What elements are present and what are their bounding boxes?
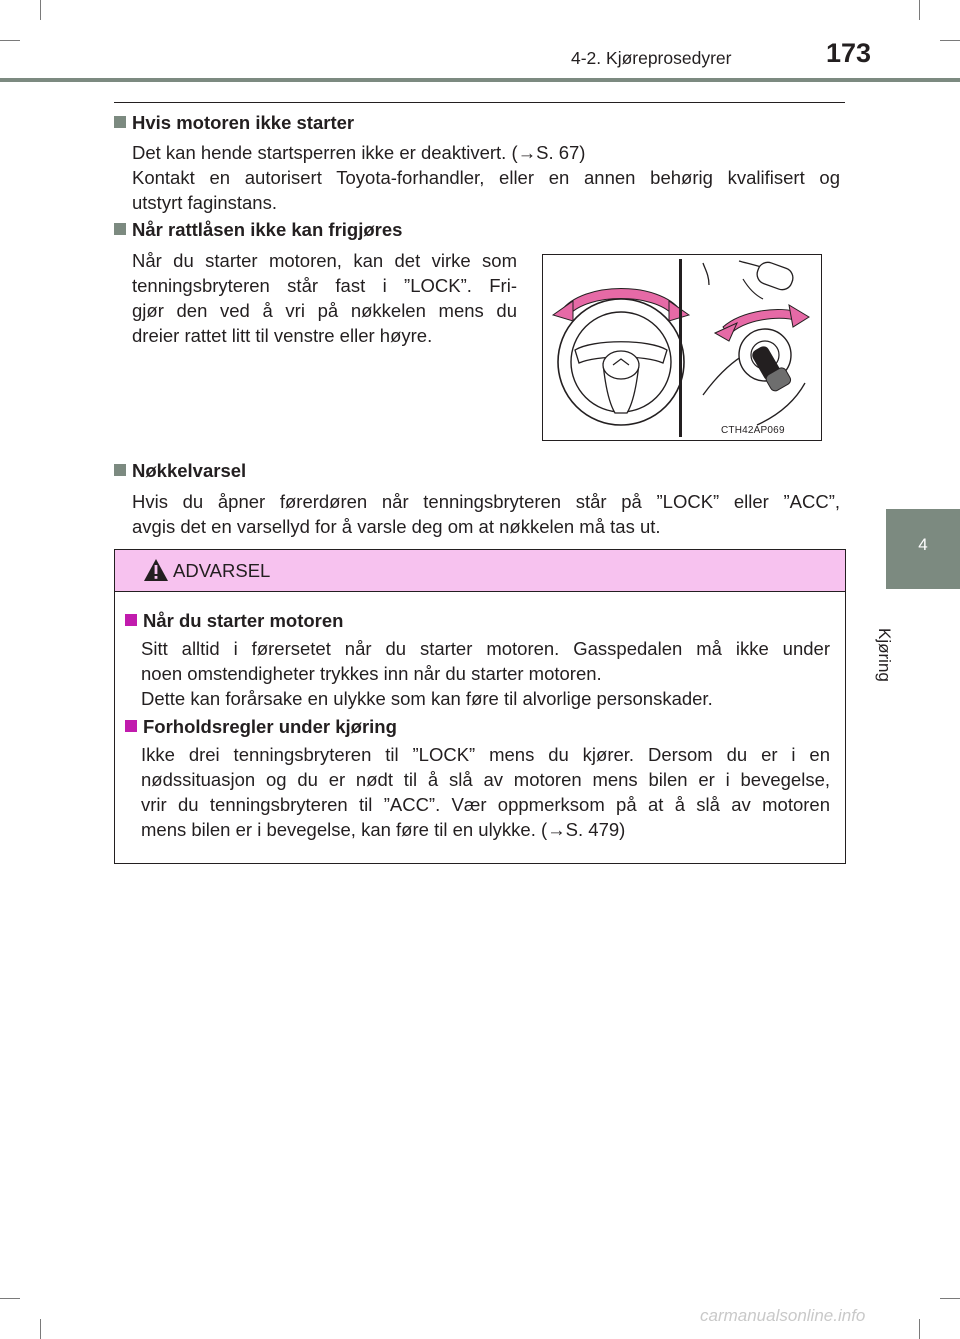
crop-mark [0,40,20,41]
warning-title: ADVARSEL [173,560,271,581]
warning-item-heading: Forholdsregler under kjøring [125,716,397,738]
section-title: 4-2. Kjøreprosedyrer [571,48,732,68]
crop-mark [40,0,41,20]
crop-mark [940,40,960,41]
chapter-label [875,608,940,682]
crop-mark [940,1298,960,1299]
section-heading: Nøkkelvarsel [114,460,246,482]
warning-header [115,550,845,592]
warning-item-text: Ikke drei tenningsbryteren til ”LOCK” mens du kjører. Dersom du er i en nødssituasjon og du er nødt til å slå av motoren mens bilen er i bevegelse, vrir du tenningsbryteren til ”ACC”. Vær oppmerksom på at å slå av motoren mens bilen er i bevegelse, kan føre til en ulykke. (→S. 479) [141,744,830,840]
square-bullet-icon [125,614,137,626]
square-bullet-icon [114,464,126,476]
square-bullet-icon [125,720,137,732]
warning-box [114,549,846,864]
warning-item-heading: Når du starter motoren [125,610,343,632]
watermark: carmanualsonline.info [700,1306,866,1325]
warning-item-text: Sitt alltid i førersetet når du starter motoren. Gasspedalen må ikke under noen omstendigheter trykkes inn når du starter motoren. Dette kan forårsake en ulykke som kan føre til alvorlige personskader. [141,638,830,709]
crop-mark [0,1298,20,1299]
warning-triangle-icon [143,558,169,582]
header-rule [0,78,960,82]
crop-mark [919,1319,920,1339]
chapter-tab [886,509,960,589]
figure-code: CTH42AP069 [721,425,785,436]
square-bullet-icon [114,116,126,128]
steering-wheel-and-ignition-key-icon [543,255,821,440]
page-number: 173 [826,38,872,68]
chapter-number: 4 [918,535,928,554]
section-heading: Når rattlåsen ikke kan frigjøres [114,219,402,241]
section-text: Det kan hende startsperren ikke er deaktivert. (→S. 67) Kontakt en autorisert Toyota-forhandler, eller en annen behørig kvalifisert og utstyrt faginstans. [132,142,840,213]
section-text: Hvis du åpner førerdøren når tenningsbryteren står på ”LOCK” eller ”ACC”, avgis det en varsellyd for å varsle deg om at nøkkelen må tas ut. [132,491,840,537]
illustration-figure [542,254,822,441]
chapter-title: Kjøring [875,628,894,682]
section-text: Når du starter motoren, kan det virke som tenningsbryteren står fast i ”LOCK”. Fri- gjør den ved å vri på nøkkelen mens du dreier rattet litt til venstre eller høyre. [132,250,517,346]
crop-mark [919,0,920,20]
square-bullet-icon [114,223,126,235]
section-heading: Hvis motoren ikke starter [114,112,354,134]
content-top-rule [114,102,845,103]
crop-mark [40,1319,41,1339]
